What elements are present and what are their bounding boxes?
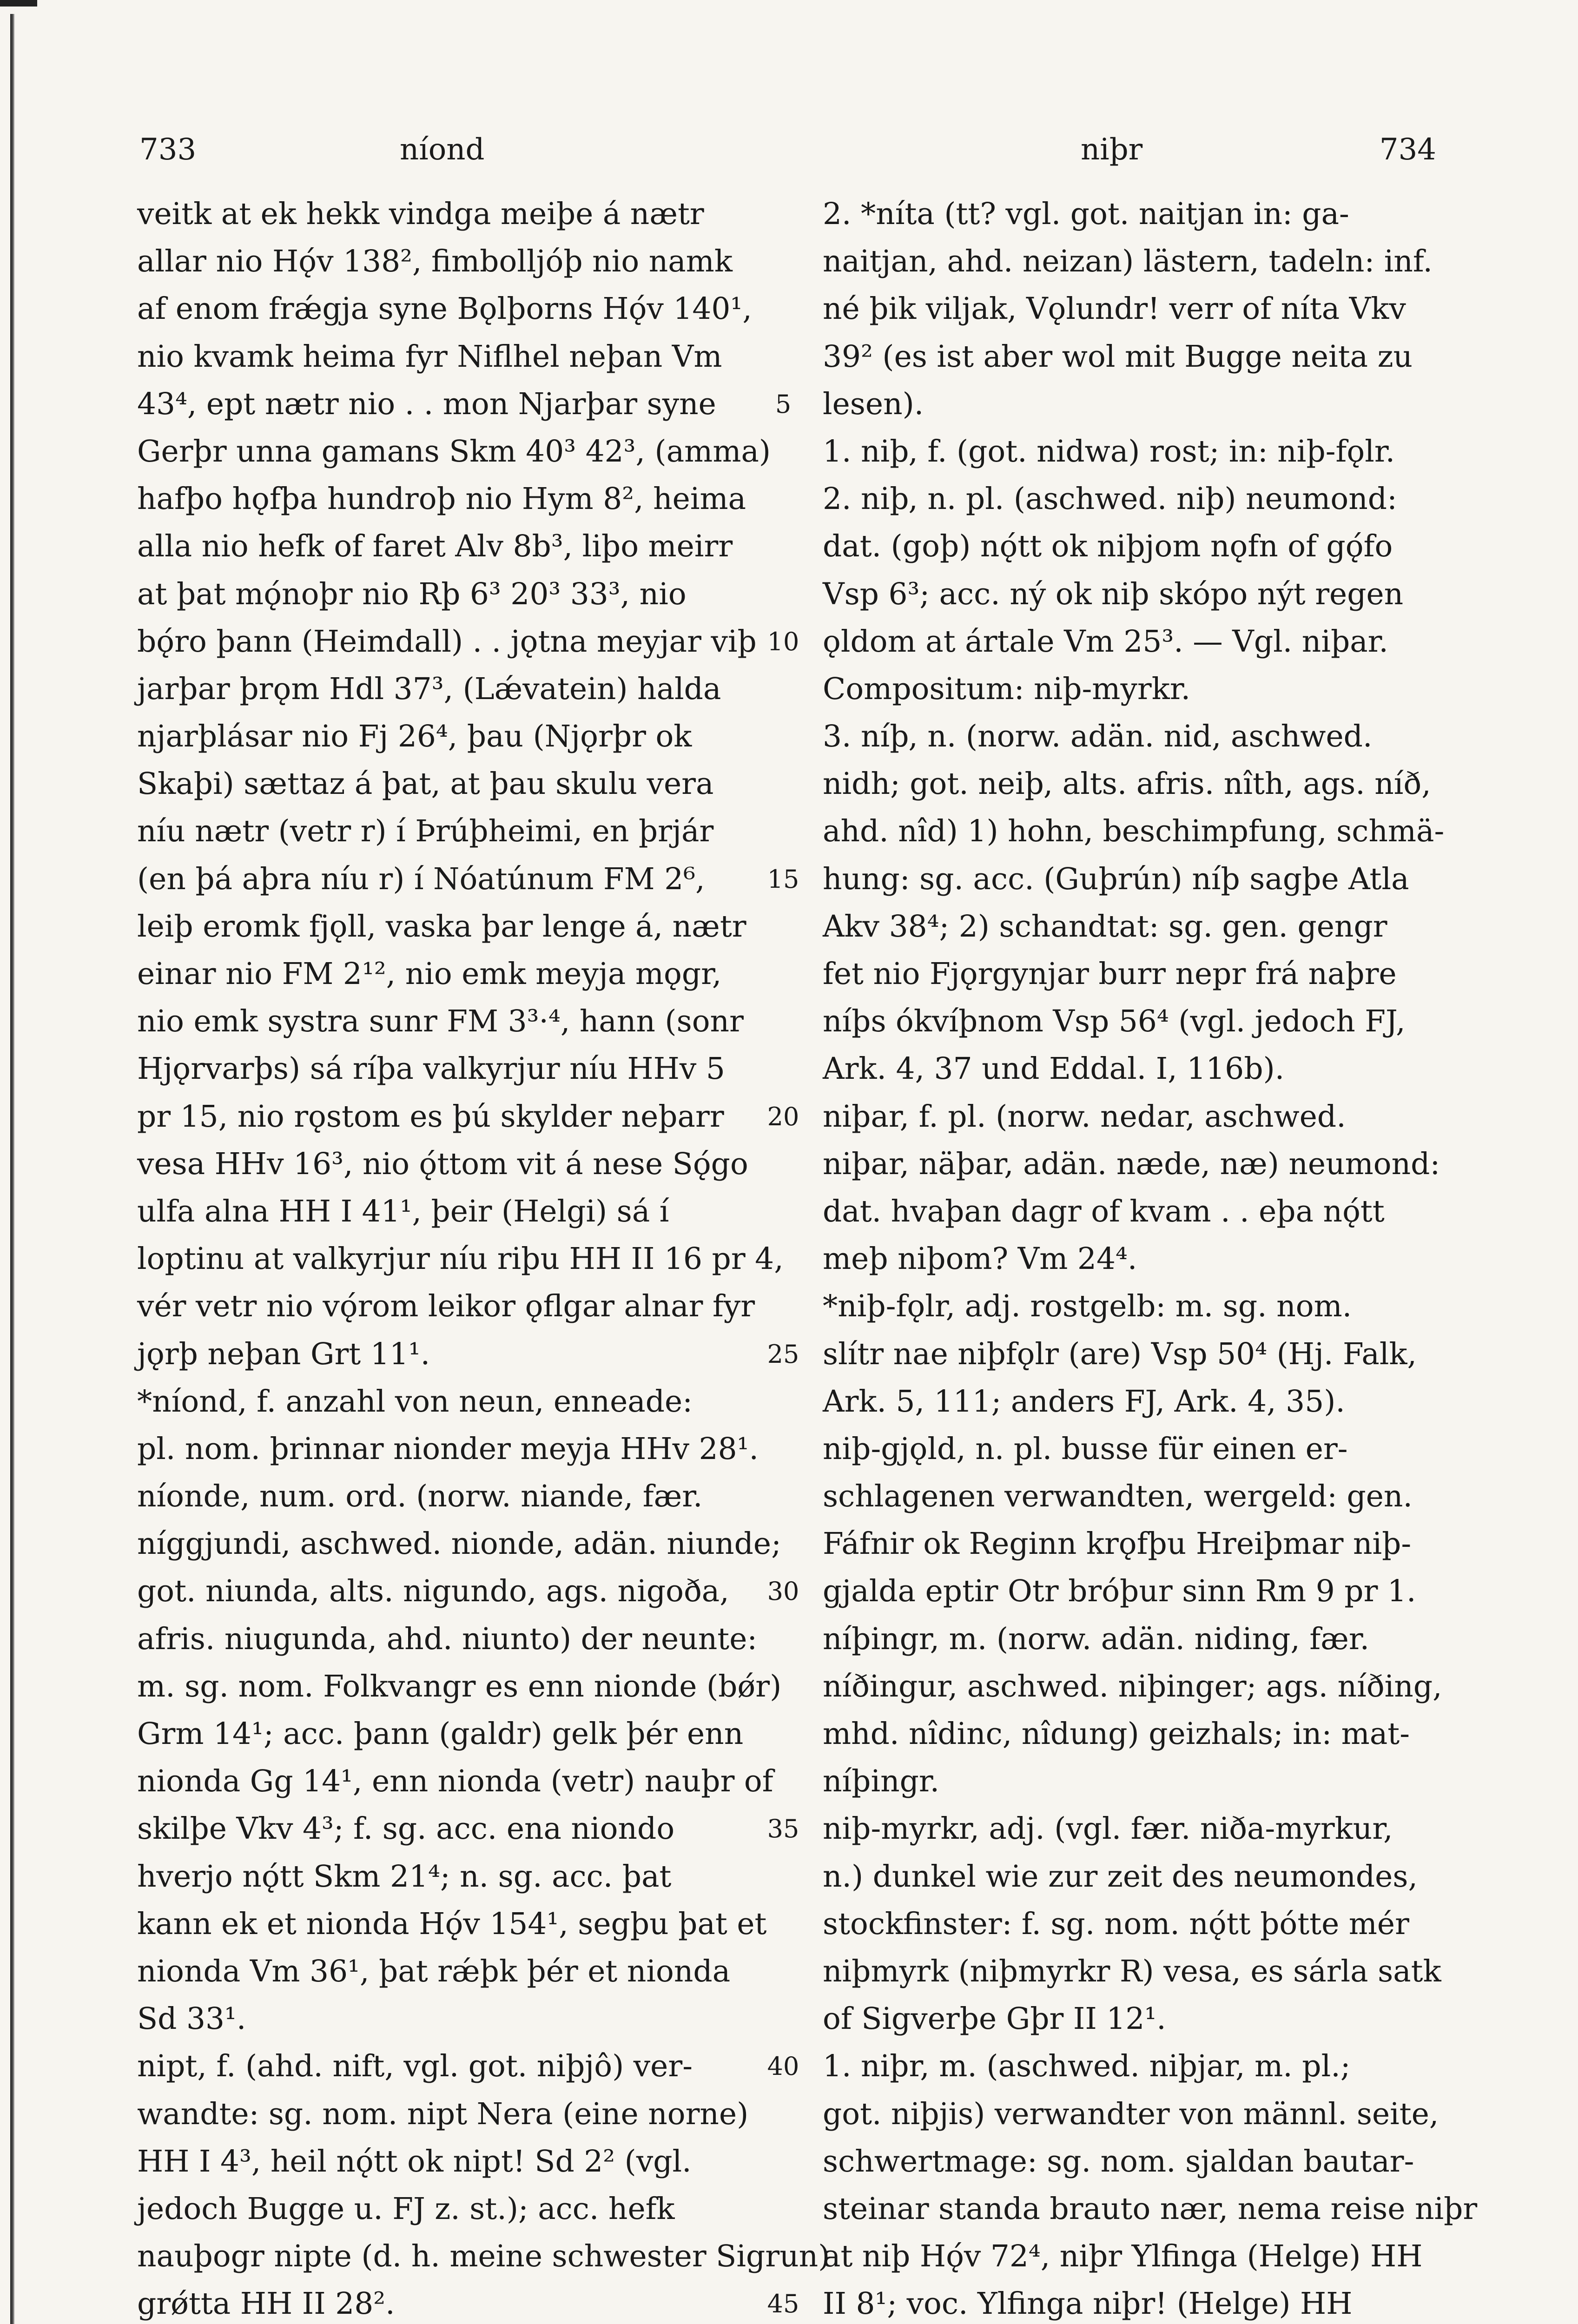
line-number — [760, 238, 806, 285]
line-number — [760, 191, 806, 238]
left-column-line: got. niunda, alts. nigundo, ags. nigoða, — [137, 1574, 729, 1609]
left-column-line: *níond, f. anzahl von neun, enneade: — [137, 1384, 693, 1419]
right-column-line: Fáfnir ok Reginn krǫfþu Hreiþmar niþ- — [823, 1526, 1412, 1562]
left-column-line: nauþogr nipte (d. h. meine schwester Sigrun) — [137, 2239, 830, 2274]
left-column-line: at þat mǫ́noþr nio Rþ 6³ 20³ 33³, nio — [137, 576, 687, 612]
right-column-line: ahd. nîd) 1) hohn, beschimpfung, schmä- — [823, 814, 1445, 849]
line-number — [760, 903, 806, 951]
right-column-line: dat. (goþ) nǫ́tt ok niþjom nǫfn of gǫ́fo — [823, 529, 1393, 564]
left-column-line: (en þá aþra níu r) í Nóatúnum FM 2⁶, — [137, 861, 705, 897]
line-number — [760, 523, 806, 570]
right-column-line: lesen). — [823, 386, 924, 422]
right-column-line: niþar, f. pl. (norw. nedar, aschwed. — [823, 1099, 1346, 1134]
line-number — [760, 1141, 806, 1188]
left-column-line: afris. niugunda, ahd. niunto) der neunte: — [137, 1621, 758, 1657]
left-column-line: pr 15, nio rǫstom es þú skylder neþarr — [137, 1099, 724, 1134]
left-column-line: Skaþi) sættaz á þat, at þau skulu vera — [137, 766, 714, 802]
right-column-line: Ark. 5, 111; anders FJ, Ark. 4, 35). — [823, 1384, 1345, 1419]
line-number: 40 — [767, 2052, 799, 2081]
left-column-line: nipt, f. (ahd. nift, vgl. got. niþjô) ver- — [137, 2049, 693, 2084]
left-column-line: vér vetr nio vǫ́rom leikor ǫflgar alnar fyr — [137, 1289, 755, 1324]
line-number: 5 — [775, 389, 792, 419]
left-column-line: njarþlásar nio Fj 26⁴, þau (Njǫrþr ok — [137, 719, 692, 754]
line-number — [760, 1520, 806, 1568]
right-column-line: naitjan, ahd. neizan) lästern, tadeln: inf. — [823, 244, 1433, 279]
right-column-line: slítr nae niþfǫlr (are) Vsp 50⁴ (Hj. Falk, — [823, 1336, 1417, 1372]
line-number — [760, 333, 806, 381]
left-column-line: grǿtta HH II 28². — [137, 2286, 395, 2322]
left-column-line: skilþe Vkv 4³; f. sg. acc. ena niondo — [137, 1811, 675, 1847]
line-number — [760, 2138, 806, 2185]
right-column-line: steinar standa brauto nær, nema reise niþr — [823, 2191, 1478, 2226]
left-column-line: alla nio hefk of faret Alv 8b³, liþo meirr — [137, 529, 733, 564]
right-column-line: *niþ-fǫlr, adj. rostgelb: m. sg. nom. — [823, 1289, 1352, 1324]
left-column-line: níggjundi, aschwed. nionde, adän. niunde; — [137, 1526, 781, 1562]
left-column-line: hafþo hǫfþa hundroþ nio Hym 8², heima — [137, 482, 746, 517]
line-number: 35 — [767, 1814, 799, 1844]
scan-corner-mark — [0, 0, 37, 7]
left-column-line: HH I 4³, heil nǫ́tt ok nipt! Sd 2² (vgl. — [137, 2144, 692, 2179]
left-column-line: leiþ eromk fjǫll, vaska þar lenge á, nætr — [137, 909, 746, 944]
left-column-line: allar nio Hǫ́v 138², fimbolljóþ nio namk — [137, 244, 733, 279]
right-column-line: hung: sg. acc. (Guþrún) níþ sagþe Atla — [823, 861, 1409, 897]
right-column-line: ǫldom at ártale Vm 25³. — Vgl. niþar. — [823, 624, 1388, 659]
line-number-gutter — [760, 191, 806, 2324]
right-column-line: níðingur, aschwed. niþinger; ags. níðing, — [823, 1669, 1442, 1704]
left-column-line: nio kvamk heima fyr Niflhel neþan Vm — [137, 339, 722, 374]
left-column-line: einar nio FM 2¹², nio emk meyja mǫgr, — [137, 957, 722, 991]
right-page-number: 734 — [1379, 132, 1436, 167]
left-column-line: m. sg. nom. Folkvangr es enn nionde (bǿr) — [137, 1669, 782, 1704]
right-running-headword: niþr — [1081, 132, 1143, 167]
right-column-line: meþ niþom? Vm 24⁴. — [823, 1241, 1137, 1277]
line-number — [760, 1758, 806, 1805]
right-column-line: stockfinster: f. sg. nom. nǫ́tt þótte mér — [823, 1906, 1409, 1941]
right-column-line: Akv 38⁴; 2) schandtat: sg. gen. gengr — [823, 909, 1387, 944]
left-column-line: 43⁴, ept nætr nio . . mon Njarþar syne — [137, 386, 716, 422]
line-number — [760, 1710, 806, 1758]
left-column-line: Sd 33¹. — [137, 2001, 246, 2037]
left-column-line: hverjo nǫ́tt Skm 21⁴; n. sg. acc. þat — [137, 1859, 672, 1894]
line-number — [760, 1235, 806, 1283]
right-column-line: níþs ókvíþnom Vsp 56⁴ (vgl. jedoch FJ, — [823, 1004, 1406, 1039]
line-number — [760, 666, 806, 713]
line-number — [760, 475, 806, 523]
right-column-line: gjalda eptir Otr bróþur sinn Rm 9 pr 1. — [823, 1574, 1416, 1609]
right-column-line: II 8¹; voc. Ylfinga niþr! (Helge) HH — [823, 2286, 1353, 2322]
line-number — [760, 1616, 806, 1663]
right-column-line: niþ-gjǫld, n. pl. busse für einen er- — [823, 1431, 1348, 1466]
left-column-line: bǫ́ro þann (Heimdall) . . jǫtna meyjar viþ — [137, 624, 757, 659]
right-column-line: 39² (es ist aber wol mit Bugge neita zu — [823, 339, 1413, 374]
right-column — [823, 191, 1478, 2324]
right-column-line: fet nio Fjǫrgynjar burr nepr frá naþre — [823, 957, 1397, 991]
line-number — [760, 1426, 806, 1473]
right-column-line: schwertmage: sg. nom. sjaldan bautar- — [823, 2144, 1414, 2179]
left-column-line: wandte: sg. nom. nipt Nera (eine norne) — [137, 2096, 749, 2132]
left-column-line: Hjǫrvarþs) sá ríþa valkyrjur níu HHv 5 — [137, 1051, 725, 1087]
right-column-line: schlagenen verwandten, wergeld: gen. — [823, 1479, 1413, 1514]
line-number — [760, 1995, 806, 2043]
left-page-number: 733 — [139, 132, 197, 167]
right-column-line: at niþ Hǫ́v 72⁴, niþr Ylfinga (Helge) HH — [823, 2239, 1423, 2274]
left-column-line: veitk at ek hekk vindga meiþe á nætr — [137, 197, 704, 231]
line-number — [760, 2185, 806, 2233]
right-column-line: 1. niþ, f. (got. nidwa) rost; in: niþ-fǫlr. — [823, 434, 1395, 469]
line-number — [760, 428, 806, 475]
line-number — [760, 1853, 806, 1901]
right-column-line: n.) dunkel wie zur zeit des neumondes, — [823, 1859, 1418, 1894]
line-number: 45 — [767, 2289, 799, 2319]
right-column-line: né þik viljak, Vǫlundr! verr of níta Vkv — [823, 291, 1406, 327]
left-column-line: Gerþr unna gamans Skm 40³ 42³, (amma) — [137, 434, 771, 469]
line-number — [760, 571, 806, 618]
left-column-line: af enom frǽgja syne Bǫlþorns Hǫ́v 140¹, — [137, 291, 752, 327]
line-number — [760, 1473, 806, 1520]
left-column-line: loptinu at valkyrjur níu riþu HH II 16 pr 4, — [137, 1241, 784, 1277]
left-column-line: Grm 14¹; acc. þann (galdr) gelk þér enn — [137, 1717, 744, 1751]
right-column-line: níþingr, m. (norw. adän. niding, fær. — [823, 1621, 1370, 1657]
right-column-line: Compositum: niþ-myrkr. — [823, 671, 1191, 706]
scan-binding-edge — [10, 14, 15, 2324]
line-number: 20 — [767, 1102, 799, 1131]
line-number: 25 — [767, 1339, 799, 1369]
line-number — [760, 1188, 806, 1235]
line-number — [760, 285, 806, 333]
line-number — [760, 713, 806, 760]
right-column-line: 2. *níta (tt? vgl. got. naitjan in: ga- — [823, 197, 1349, 231]
right-column-line: 1. niþr, m. (aschwed. niþjar, m. pl.; — [823, 2049, 1351, 2084]
right-column-line: dat. hvaþan dagr of kvam . . eþa nǫ́tt — [823, 1194, 1385, 1229]
line-number — [760, 1378, 806, 1426]
right-column-line: niþ-myrkr, adj. (vgl. fær. niða-myrkur, — [823, 1811, 1393, 1847]
left-column-line: kann ek et nionda Hǫ́v 154¹, segþu þat et — [137, 1906, 767, 1941]
left-column-line: jedoch Bugge u. FJ z. st.); acc. hefk — [137, 2191, 675, 2226]
line-number — [760, 2091, 806, 2138]
left-column-line: pl. nom. þrinnar nionder meyja HHv 28¹. — [137, 1431, 759, 1466]
line-number — [760, 998, 806, 1045]
line-number — [760, 1901, 806, 1948]
left-column-line: níu nætr (vetr r) í Þrúþheimi, en þrjár — [137, 814, 714, 849]
line-number — [760, 760, 806, 808]
right-column-line: Ark. 4, 37 und Eddal. I, 116b). — [823, 1051, 1285, 1087]
left-column-line: níonde, num. ord. (norw. niande, fær. — [137, 1479, 703, 1514]
right-column-line: niþar, näþar, adän. næde, næ) neumond: — [823, 1146, 1440, 1182]
right-column-line: Vsp 6³; acc. ný ok niþ skópo nýt regen — [823, 576, 1404, 612]
right-column-line: of Sigverþe Gþr II 12¹. — [823, 2001, 1166, 2037]
left-column-line: ulfa alna HH I 41¹, þeir (Helgi) sá í — [137, 1194, 669, 1229]
left-column-line: jǫrþ neþan Grt 11¹. — [137, 1336, 430, 1372]
right-column-line: 3. níþ, n. (norw. adän. nid, aschwed. — [823, 719, 1373, 754]
line-number — [760, 1663, 806, 1710]
left-column-line: nionda Vm 36¹, þat rǽþk þér et nionda — [137, 1954, 731, 1989]
right-column-line: mhd. nîdinc, nîdung) geizhals; in: mat- — [823, 1717, 1410, 1751]
right-column-line: 2. niþ, n. pl. (aschwed. niþ) neumond: — [823, 482, 1397, 517]
line-number — [760, 1045, 806, 1093]
left-column-line: vesa HHv 16³, nio ǫ́ttom vit á nese Sǫ́go — [137, 1146, 748, 1182]
left-column-line: nio emk systra sunr FM 3³·⁴, hann (sonr — [137, 1004, 744, 1039]
line-number — [760, 1948, 806, 1995]
line-number: 10 — [767, 627, 799, 656]
line-number — [760, 2233, 806, 2280]
left-running-headword: níond — [400, 132, 485, 167]
left-column-line: nionda Gg 14¹, enn nionda (vetr) nauþr of — [137, 1764, 773, 1799]
line-number — [760, 1283, 806, 1330]
line-number — [760, 951, 806, 998]
line-number: 30 — [767, 1577, 799, 1606]
right-column-line: nidh; got. neiþ, alts. afris. nîth, ags. níð, — [823, 766, 1431, 802]
line-number — [760, 808, 806, 855]
right-column-line: níþingr. — [823, 1764, 940, 1799]
line-number: 15 — [767, 864, 799, 894]
page-header — [139, 132, 1436, 170]
left-column-line: jarþar þrǫm Hdl 37³, (Lǽvatein) halda — [137, 671, 721, 706]
right-column-line: got. niþjis) verwandter von männl. seite, — [823, 2096, 1439, 2132]
right-column-line: niþmyrk (niþmyrkr R) vesa, es sárla satk — [823, 1954, 1441, 1989]
